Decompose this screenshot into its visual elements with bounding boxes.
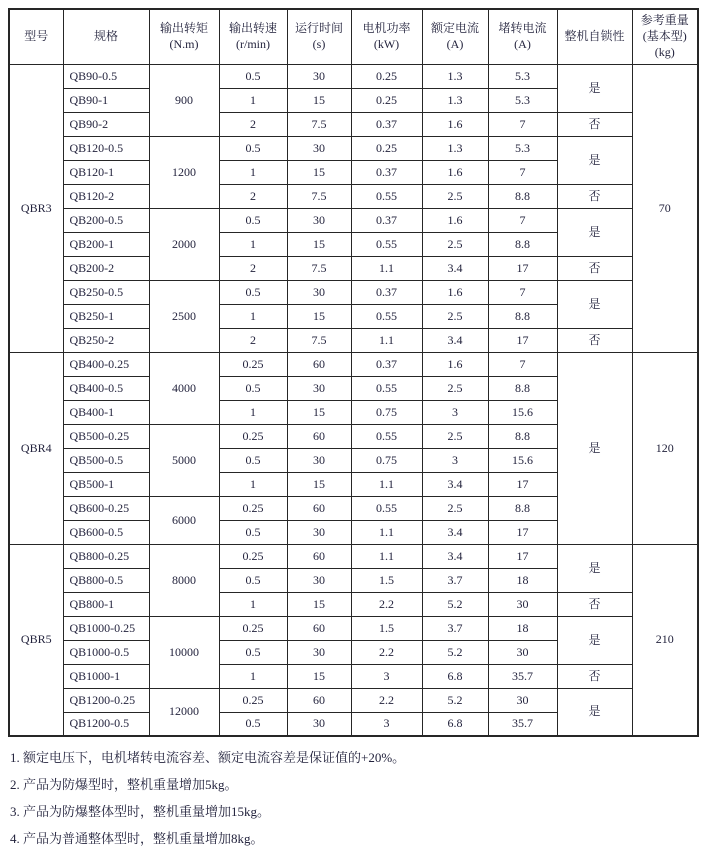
power-cell: 0.55 [351,496,422,520]
table-row [9,136,698,160]
time-cell: 30 [287,712,351,736]
speed-cell: 1 [219,472,287,496]
spec-cell: QB800-0.5 [63,568,149,592]
torque-cell: 2000 [149,208,219,280]
spec-cell: QB250-1 [63,304,149,328]
rated-current-cell: 1.3 [422,88,488,112]
time-cell: 30 [287,64,351,88]
table-row [9,664,698,688]
time-cell: 7.5 [287,328,351,352]
column-header-label: 电机功率 [362,21,411,36]
stall-current-cell: 30 [488,640,557,664]
footnote: 4. 产品为普通整体型时，整机重量增加8kg。 [10,831,264,846]
time-cell: 30 [287,568,351,592]
spec-cell: QB800-0.25 [63,544,149,568]
stall-current-cell: 18 [488,568,557,592]
stall-current-cell: 17 [488,328,557,352]
spec-cell: QB90-1 [63,88,149,112]
speed-cell: 0.5 [219,520,287,544]
torque-cell: 1200 [149,136,219,208]
spec-cell: QB600-0.5 [63,520,149,544]
rated-current-cell: 3.4 [422,328,488,352]
column-header-weight [632,9,698,64]
rated-current-cell: 3 [422,400,488,424]
stall-current-cell: 8.8 [488,304,557,328]
stall-current-cell: 7 [488,208,557,232]
column-header-unit: (kg) [654,44,675,59]
speed-cell: 2 [219,256,287,280]
rated-current-cell: 2.5 [422,184,488,208]
stall-current-cell: 17 [488,256,557,280]
stall-current-cell: 8.8 [488,496,557,520]
power-cell: 2.2 [351,640,422,664]
table-header-row [9,9,698,64]
time-cell: 30 [287,280,351,304]
spec-cell: QB1000-0.5 [63,640,149,664]
column-header-unit: (r/min) [236,36,270,51]
rated-current-cell: 1.6 [422,112,488,136]
rated-current-cell: 5.2 [422,688,488,712]
stall-current-cell: 5.3 [488,88,557,112]
speed-cell: 0.5 [219,136,287,160]
speed-cell: 1 [219,304,287,328]
stall-current-cell: 7 [488,352,557,376]
speed-cell: 0.5 [219,208,287,232]
torque-cell: 2500 [149,280,219,352]
power-cell: 0.37 [351,352,422,376]
time-cell: 30 [287,640,351,664]
stall-current-cell: 18 [488,616,557,640]
rated-current-cell: 2.5 [422,232,488,256]
speed-cell: 0.25 [219,496,287,520]
power-cell: 2.2 [351,688,422,712]
time-cell: 60 [287,352,351,376]
self-locking-cell: 是 [557,544,632,592]
table-row [9,64,698,88]
stall-current-cell: 35.7 [488,664,557,688]
speed-cell: 2 [219,112,287,136]
torque-cell: 12000 [149,688,219,736]
weight-cell: 70 [632,64,698,352]
power-cell: 0.37 [351,208,422,232]
time-cell: 7.5 [287,184,351,208]
time-cell: 15 [287,664,351,688]
rated-current-cell: 3.7 [422,568,488,592]
model-cell: QBR5 [9,544,63,736]
weight-cell: 120 [632,352,698,544]
column-header-speed [219,9,287,64]
time-cell: 60 [287,544,351,568]
speed-cell: 1 [219,88,287,112]
column-header-stall-current [488,9,557,64]
power-cell: 0.37 [351,160,422,184]
spec-cell: QB250-2 [63,328,149,352]
power-cell: 0.55 [351,184,422,208]
self-locking-cell: 否 [557,328,632,352]
rated-current-cell: 2.5 [422,376,488,400]
speed-cell: 0.5 [219,448,287,472]
speed-cell: 0.5 [219,640,287,664]
rated-current-cell: 6.8 [422,712,488,736]
footnotes [8,737,697,851]
rated-current-cell: 3.4 [422,520,488,544]
power-cell: 0.55 [351,304,422,328]
column-header-label: 额定电流 [430,21,479,36]
time-cell: 60 [287,496,351,520]
speed-cell: 1 [219,232,287,256]
time-cell: 15 [287,472,351,496]
spec-cell: QB200-0.5 [63,208,149,232]
speed-cell: 2 [219,328,287,352]
table-row [9,280,698,304]
spec-table [8,8,699,737]
power-cell: 0.55 [351,376,422,400]
table-row [9,256,698,280]
stall-current-cell: 7 [488,280,557,304]
rated-current-cell: 2.5 [422,496,488,520]
speed-cell: 0.25 [219,424,287,448]
footnote: 2. 产品为防爆型时，整机重量增加5kg。 [10,777,238,792]
column-header-self-locking [557,9,632,64]
stall-current-cell: 30 [488,592,557,616]
time-cell: 15 [287,232,351,256]
speed-cell: 0.5 [219,712,287,736]
spec-cell: QB400-1 [63,400,149,424]
time-cell: 15 [287,160,351,184]
power-cell: 1.1 [351,520,422,544]
column-header-unit: (s) [312,36,326,51]
stall-current-cell: 8.8 [488,424,557,448]
table-row [9,616,698,640]
table-row [9,112,698,136]
rated-current-cell: 2.5 [422,424,488,448]
time-cell: 15 [287,88,351,112]
torque-cell: 6000 [149,496,219,544]
speed-cell: 1 [219,664,287,688]
power-cell: 0.75 [351,448,422,472]
spec-cell: QB400-0.5 [63,376,149,400]
power-cell: 3 [351,712,422,736]
footnote: 1. 额定电压下，电机堵转电流容差、额定电流容差是保证值的+20%。 [10,750,406,765]
column-header-time [287,9,351,64]
stall-current-cell: 15.6 [488,448,557,472]
spec-cell: QB1200-0.25 [63,688,149,712]
speed-cell: 2 [219,184,287,208]
rated-current-cell: 1.6 [422,160,488,184]
column-header-label: 规格 [93,28,118,43]
spec-cell: QB120-0.5 [63,136,149,160]
column-header-unit: (kW) [373,36,400,51]
column-header-power [351,9,422,64]
spec-cell: QB1000-0.25 [63,616,149,640]
rated-current-cell: 1.3 [422,136,488,160]
table-row [9,352,698,376]
torque-cell: 4000 [149,352,219,424]
power-cell: 0.25 [351,136,422,160]
stall-current-cell: 8.8 [488,376,557,400]
power-cell: 1.5 [351,568,422,592]
spec-cell: QB500-1 [63,472,149,496]
self-locking-cell: 否 [557,256,632,280]
spec-cell: QB120-2 [63,184,149,208]
spec-cell: QB90-2 [63,112,149,136]
time-cell: 30 [287,136,351,160]
power-cell: 0.25 [351,88,422,112]
power-cell: 0.55 [351,424,422,448]
power-cell: 3 [351,664,422,688]
torque-cell: 10000 [149,616,219,688]
self-locking-cell: 否 [557,592,632,616]
column-header-unit: (基本型) [642,28,687,43]
power-cell: 1.1 [351,544,422,568]
torque-cell: 5000 [149,424,219,496]
spec-cell: QB1000-1 [63,664,149,688]
stall-current-cell: 17 [488,472,557,496]
self-locking-cell: 是 [557,136,632,184]
time-cell: 7.5 [287,112,351,136]
power-cell: 0.37 [351,280,422,304]
spec-cell: QB500-0.25 [63,424,149,448]
stall-current-cell: 15.6 [488,400,557,424]
table-row [9,688,698,712]
time-cell: 60 [287,616,351,640]
time-cell: 60 [287,424,351,448]
time-cell: 30 [287,208,351,232]
stall-current-cell: 7 [488,160,557,184]
self-locking-cell: 是 [557,688,632,736]
table-row [9,592,698,616]
column-header-label: 整机自锁性 [564,28,625,43]
column-header-model [9,9,63,64]
stall-current-cell: 5.3 [488,136,557,160]
power-cell: 0.37 [351,112,422,136]
column-header-torque [149,9,219,64]
spec-cell: QB600-0.25 [63,496,149,520]
rated-current-cell: 2.5 [422,304,488,328]
table-row [9,184,698,208]
rated-current-cell: 5.2 [422,592,488,616]
rated-current-cell: 3.4 [422,256,488,280]
spec-cell: QB400-0.25 [63,352,149,376]
column-header-unit: (N.m) [169,36,199,51]
time-cell: 15 [287,304,351,328]
column-header-unit: (A) [446,36,464,51]
time-cell: 15 [287,400,351,424]
stall-current-cell: 5.3 [488,64,557,88]
rated-current-cell: 3 [422,448,488,472]
time-cell: 30 [287,448,351,472]
rated-current-cell: 3.4 [422,472,488,496]
stall-current-cell: 35.7 [488,712,557,736]
spec-cell: QB90-0.5 [63,64,149,88]
spec-cell: QB500-0.5 [63,448,149,472]
speed-cell: 1 [219,592,287,616]
rated-current-cell: 1.6 [422,280,488,304]
column-header-rated-current [422,9,488,64]
spec-cell: QB120-1 [63,160,149,184]
self-locking-cell: 是 [557,280,632,328]
rated-current-cell: 3.7 [422,616,488,640]
column-header-label: 参考重量 [640,13,689,28]
time-cell: 7.5 [287,256,351,280]
rated-current-cell: 1.6 [422,352,488,376]
speed-cell: 1 [219,400,287,424]
rated-current-cell: 1.3 [422,64,488,88]
table-row [9,328,698,352]
rated-current-cell: 6.8 [422,664,488,688]
speed-cell: 0.5 [219,568,287,592]
speed-cell: 0.5 [219,280,287,304]
self-locking-cell: 是 [557,352,632,544]
speed-cell: 0.5 [219,64,287,88]
rated-current-cell: 3.4 [422,544,488,568]
table-row [9,544,698,568]
torque-cell: 8000 [149,544,219,616]
table-header [9,9,698,64]
stall-current-cell: 30 [488,688,557,712]
power-cell: 0.55 [351,232,422,256]
self-locking-cell: 否 [557,112,632,136]
self-locking-cell: 否 [557,664,632,688]
column-header-spec [63,9,149,64]
column-header-label: 输出转矩 [159,21,208,36]
model-cell: QBR4 [9,352,63,544]
column-header-unit: (A) [514,36,531,51]
spec-cell: QB200-1 [63,232,149,256]
stall-current-cell: 17 [488,520,557,544]
speed-cell: 0.25 [219,616,287,640]
time-cell: 60 [287,688,351,712]
time-cell: 15 [287,592,351,616]
rated-current-cell: 1.6 [422,208,488,232]
column-header-label: 堵转电流 [498,21,547,36]
self-locking-cell: 是 [557,208,632,256]
spec-table-body [9,64,698,736]
column-header-label: 运行时间 [294,21,343,36]
power-cell: 0.75 [351,400,422,424]
stall-current-cell: 8.8 [488,184,557,208]
power-cell: 2.2 [351,592,422,616]
self-locking-cell: 否 [557,184,632,208]
stall-current-cell: 7 [488,112,557,136]
torque-cell: 900 [149,64,219,136]
spec-cell: QB1200-0.5 [63,712,149,736]
self-locking-cell: 是 [557,64,632,112]
speed-cell: 0.5 [219,376,287,400]
column-header-label: 型号 [24,28,49,43]
power-cell: 1.1 [351,472,422,496]
power-cell: 0.25 [351,64,422,88]
time-cell: 30 [287,376,351,400]
time-cell: 30 [287,520,351,544]
spec-cell: QB800-1 [63,592,149,616]
footnote: 3. 产品为防爆整体型时，整机重量增加15kg。 [10,804,271,819]
rated-current-cell: 5.2 [422,640,488,664]
model-cell: QBR3 [9,64,63,352]
power-cell: 1.1 [351,328,422,352]
power-cell: 1.1 [351,256,422,280]
table-row [9,208,698,232]
self-locking-cell: 是 [557,616,632,664]
stall-current-cell: 17 [488,544,557,568]
power-cell: 1.5 [351,616,422,640]
column-header-label: 输出转速 [228,21,277,36]
speed-cell: 0.25 [219,544,287,568]
spec-cell: QB250-0.5 [63,280,149,304]
spec-cell: QB200-2 [63,256,149,280]
speed-cell: 1 [219,160,287,184]
weight-cell: 210 [632,544,698,736]
speed-cell: 0.25 [219,688,287,712]
stall-current-cell: 8.8 [488,232,557,256]
speed-cell: 0.25 [219,352,287,376]
